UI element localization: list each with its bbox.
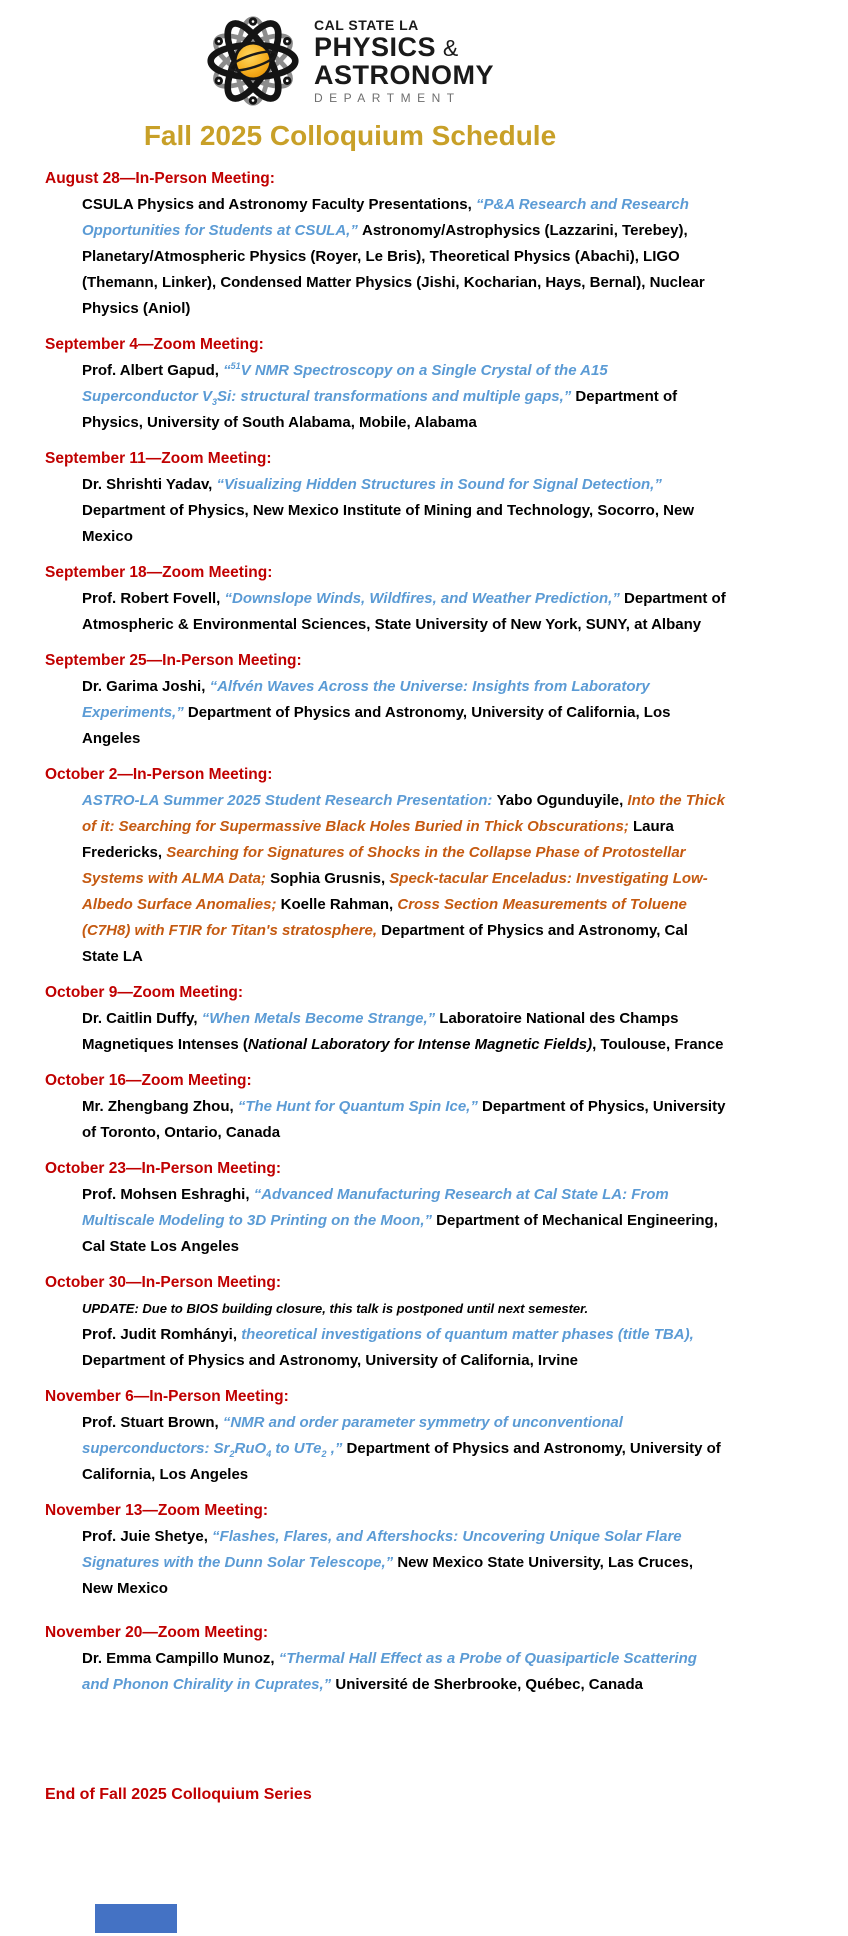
section-date-header: October 2—In-Person Meeting:	[45, 766, 273, 783]
entry-text-segment: 3	[212, 397, 218, 407]
department-label: DEPARTMENT	[314, 91, 461, 106]
entry-text-segment: Department of Physics and Astronomy, Cal State LA	[82, 922, 688, 965]
update-note: UPDATE: Due to BIOS building closure, this talk is postponed until next semester.	[82, 1301, 589, 1316]
physics-astronomy-atom-logo-icon	[206, 14, 300, 108]
entry-text-segment: “Visualizing Hidden Structures in Sound for Signal Detection,”	[216, 476, 662, 493]
dept-name-line2: ASTRONOMY	[314, 60, 494, 90]
entry-text-segment: Mr. Zhengbang Zhou,	[82, 1098, 238, 1115]
entry-text-segment: Prof. Albert Gapud,	[82, 362, 224, 379]
entry-text-segment: Prof. Robert Fovell,	[82, 590, 225, 607]
entry-text-segment: Department of Physics, New Mexico Institute of Mining and Technology, Socorro, New Mexico	[82, 502, 695, 545]
schedule-section	[0, 1498, 700, 1602]
page-title: Fall 2025 Colloquium Schedule	[143, 120, 557, 151]
entry-text-segment: 4	[266, 1449, 272, 1459]
document-content	[0, 14, 726, 1804]
section-entry	[82, 358, 727, 436]
section-entry	[82, 788, 727, 970]
entry-text-segment: Department of Physics and Astronomy, University of California, Los Angeles	[82, 1440, 721, 1483]
entry-text-segment: Prof. Juie Shetye,	[82, 1528, 213, 1545]
department-wordmark	[314, 17, 494, 105]
entry-text-segment: Cross Section Measurements of Toluene (C7H8) with FTIR for Titan's stratosphere,	[82, 896, 687, 939]
section-date-header: September 18—Zoom Meeting:	[45, 564, 273, 581]
schedule-section	[0, 1156, 718, 1260]
entry-text-segment: Prof. Mohsen Eshraghi,	[82, 1186, 254, 1203]
entry-text-segment: 51	[230, 361, 241, 371]
entry-text-segment: Department of Physics, University of Toronto, Ontario, Canada	[82, 1098, 726, 1141]
section-date-header: October 16—Zoom Meeting:	[45, 1072, 252, 1089]
section-entry	[82, 1006, 727, 1058]
section-date-header: October 23—In-Person Meeting:	[45, 1160, 281, 1177]
entry-text-segment: Astronomy/Astrophysics (Lazzarini, Terebey), Planetary/Atmospheric Physics (Royer, Le Bris), Theoretical Physics (Abachi), LIGO (Themann, Linker), Condensed Matter Physics (Jishi, Kocharian, Hays, Bernal), Nuclear Physics (Aniol)	[82, 222, 705, 317]
entry-text-segment: “P&A Research and Research Opportunities for Students at CSULA,”	[82, 196, 689, 239]
entry-text-segment: Dr. Emma Campillo Munoz,	[82, 1650, 279, 1667]
entry-text-segment: ,”	[326, 1440, 347, 1457]
entry-text-segment: Sophia Grusnis,	[270, 870, 390, 887]
schedule-section	[0, 1620, 700, 1698]
entry-text-segment: CSULA Physics and Astronomy Faculty Presentations,	[82, 196, 476, 213]
entry-text-segment: “NMR and order parameter symmetry of unconventional superconductors: Sr	[82, 1414, 623, 1457]
entry-text-segment: “Thermal Hall Effect as a Probe of Quasiparticle Scattering and Phonon Chirality in Cuprates,”	[82, 1650, 697, 1693]
section-date-header: September 11—Zoom Meeting:	[45, 450, 272, 467]
schedule-section	[0, 560, 726, 638]
section-date-header: November 20—Zoom Meeting:	[45, 1624, 269, 1641]
entry-text-segment: Dr. Caitlin Duffy,	[82, 1010, 202, 1027]
entry-text-segment: 2	[229, 1449, 235, 1459]
entry-text-segment: Si: structural transformations and multiple gaps,”	[217, 388, 576, 405]
schedule-section	[0, 332, 700, 436]
entry-text-segment: RuO	[234, 1440, 267, 1457]
bottom-blue-bar	[95, 1904, 177, 1933]
entry-text-segment: Prof. Stuart Brown,	[82, 1414, 223, 1431]
section-date-header: November 13—Zoom Meeting:	[45, 1502, 269, 1519]
schedule-section	[0, 166, 705, 322]
entry-text-segment: National Laboratory for Intense Magnetic Fields)	[247, 1036, 593, 1053]
entry-text-segment: Into the Thick of it: Searching for Supermassive Black Holes Buried in Thick Obscurations;	[82, 792, 725, 835]
entry-text-segment: Department of Physics, University of South Alabama, Mobile, Alabama	[82, 388, 678, 431]
section-entry	[82, 192, 727, 322]
section-entry	[82, 586, 727, 638]
entry-text-segment: Department of Mechanical Engineering, Cal State Los Angeles	[82, 1212, 718, 1255]
section-entry	[82, 674, 727, 752]
entry-text-segment: “Downslope Winds, Wildfires, and Weather Prediction,”	[224, 590, 625, 607]
end-of-series-note: End of Fall 2025 Colloquium Series	[45, 1786, 312, 1803]
section-date-header: September 4—Zoom Meeting:	[45, 336, 264, 353]
schedule-section	[0, 648, 700, 752]
section-entry	[82, 1094, 727, 1146]
entry-text-segment: “Flashes, Flares, and Aftershocks: Uncovering Unique Solar Flare Signatures with the Dunn Solar Telescope,”	[82, 1528, 682, 1571]
physics-word: PHYSICS	[314, 31, 437, 62]
entry-text-segment: “Advanced Manufacturing Research at Cal State LA: From Multiscale Modeling to 3D Printing on the Moon,”	[82, 1186, 669, 1229]
section-date-header: October 9—Zoom Meeting:	[45, 984, 244, 1001]
entry-text-segment: Laboratoire National des Champs Magnetiques Intenses (	[82, 1010, 679, 1053]
entry-text-segment: “Alfvén Waves Across the Universe: Insights from Laboratory Experiments,”	[82, 678, 650, 721]
schedule-section	[0, 1384, 721, 1488]
entry-text-segment: New Mexico State University, Las Cruces, New Mexico	[82, 1554, 694, 1597]
entry-text-segment: Dr. Garima Joshi,	[82, 678, 210, 695]
entry-text-segment: “The Hunt for Quantum Spin Ice,”	[237, 1098, 482, 1115]
section-entry	[82, 1296, 727, 1374]
entry-text-segment: to UTe	[271, 1440, 322, 1457]
section-date-header: August 28—In-Person Meeting:	[45, 170, 275, 187]
schedule-section	[0, 980, 724, 1058]
section-entry	[82, 1410, 727, 1488]
section-entry	[82, 1524, 727, 1602]
entry-text-segment: Koelle Rahman,	[280, 896, 398, 913]
entry-text-segment: Searching for Signatures of Shocks in the Collapse Phase of Protostellar Systems with ALMA Data;	[82, 844, 686, 887]
section-entry	[82, 1646, 727, 1698]
entry-text-segment: Prof. Judit Romhányi,	[82, 1326, 242, 1343]
entry-text-segment: 2	[321, 1449, 327, 1459]
entry-text-segment: “When Metals Become Strange,”	[201, 1010, 440, 1027]
entry-text-segment: Speck-tacular Enceladus: Investigating Low-Albedo Surface Anomalies;	[82, 870, 708, 913]
entry-text-segment: theoretical investigations of quantum matter phases (title TBA),	[241, 1326, 694, 1343]
entry-text-segment: Department of Physics and Astronomy, University of California, Irvine	[82, 1352, 578, 1369]
section-date-header: October 30—In-Person Meeting:	[45, 1274, 281, 1291]
entry-text-segment: Yabo Ogunduyile,	[496, 792, 628, 809]
department-header	[0, 14, 700, 108]
entry-text-segment: ASTRO-LA Summer 2025 Student Research Presentation:	[82, 792, 497, 809]
ampersand: &	[436, 34, 459, 61]
section-entry	[82, 472, 727, 550]
schedule-sections	[0, 166, 726, 1698]
section-date-header: September 25—In-Person Meeting:	[45, 652, 302, 669]
schedule-section	[0, 1270, 700, 1374]
entry-text-segment: , Toulouse, France	[592, 1036, 724, 1053]
entry-text-segment: “	[223, 362, 231, 379]
university-name: CAL STATE LA	[314, 16, 419, 33]
entry-text-segment: Laura Fredericks,	[82, 818, 674, 861]
schedule-section	[0, 762, 725, 970]
dept-name-line1	[314, 33, 494, 61]
entry-text-segment: Dr. Shrishti Yadav,	[82, 476, 217, 493]
entry-text-segment: Université de Sherbrooke, Québec, Canada	[335, 1676, 643, 1693]
entry-text-segment: V NMR Spectroscopy on a Single Crystal of the A15 Superconductor V	[82, 362, 608, 405]
entry-text-segment: Department of Physics and Astronomy, University of California, Los Angeles	[82, 704, 671, 747]
section-entry	[82, 1182, 727, 1260]
entry-text-segment: Department of Atmospheric & Environmental Sciences, State University of New York, SUNY, at Albany	[82, 590, 726, 633]
section-date-header: November 6—In-Person Meeting:	[45, 1388, 289, 1405]
schedule-section	[0, 1068, 726, 1146]
schedule-section	[0, 446, 700, 550]
